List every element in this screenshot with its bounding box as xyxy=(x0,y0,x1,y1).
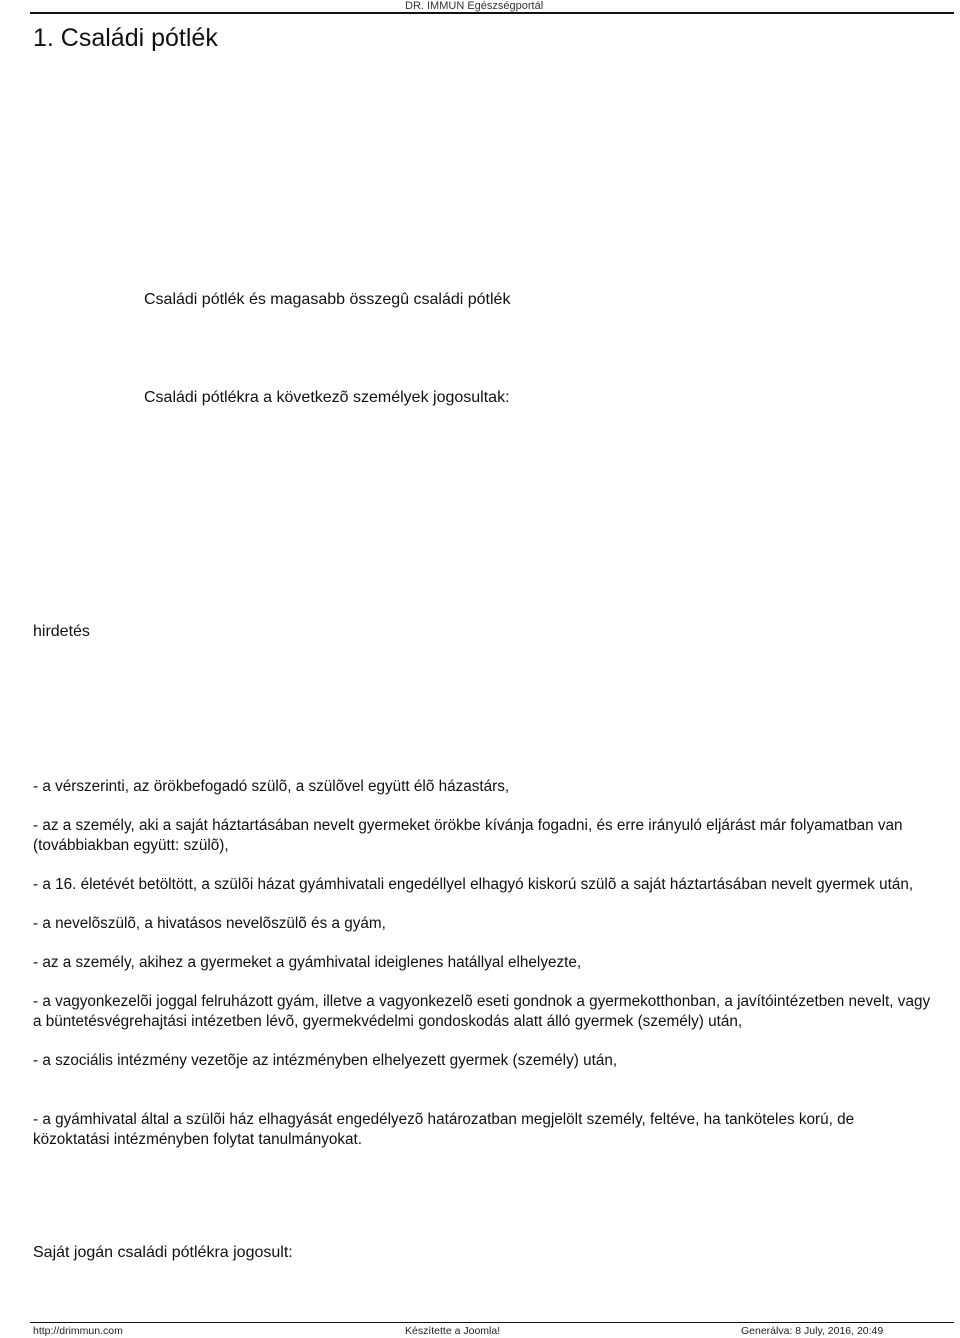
eligible-persons-list xyxy=(33,777,933,1150)
footer-made-with: Készítette a Joomla! xyxy=(405,1325,501,1337)
list-item: - a 16. életévét betöltött, a szülõi házat gyámhivatali engedéllyel elhagyó kiskorú szülõ a saját háztartásában nevelt gyermek után, xyxy=(33,876,914,893)
list-item: - a gyámhivatal által a szülõi ház elhagyását engedélyezõ határozatban megjelölt személy, feltéve, ha tanköteles korú, de közoktatási intézményben folytat tanulmányokat. xyxy=(33,1111,855,1148)
footer-generated-date: Generálva: 8 July, 2016, 20:49 xyxy=(741,1325,884,1337)
intro-heading: Családi pótlék és magasabb összegû családi pótlék xyxy=(144,291,511,308)
site-name: DR. IMMUN Egészségportál xyxy=(405,0,544,12)
list-item: - az a személy, akihez a gyermeket a gyámhivatal ideiglenes hatállyal elhelyezte, xyxy=(33,954,582,971)
header-divider xyxy=(30,12,954,14)
footer-divider xyxy=(30,1322,954,1323)
list-item: - a vagyonkezelõi joggal felruházott gyám, illetve a vagyonkezelõ eseti gondnok a gyermekotthonban, a javítóintézetben nevelt, vagy a büntetésvégrehajtási intézetben lévõ, gyermekvédelmi gondoskodás alatt álló gyermek (személy) után, xyxy=(33,993,931,1030)
page-title: 1. Családi pótlék xyxy=(33,24,218,52)
own-right-heading: Saját jogán családi pótlékra jogosult: xyxy=(33,1244,293,1261)
list-item: - a nevelõszülõ, a hivatásos nevelõszülõ és a gyám, xyxy=(33,915,386,932)
list-item: - a szociális intézmény vezetõje az intézményben elhelyezett gyermek (személy) után, xyxy=(33,1052,618,1069)
ad-label: hirdetés xyxy=(33,623,90,640)
intro-eligibility: Családi pótlékra a következõ személyek jogosultak: xyxy=(144,389,510,406)
footer-url-link[interactable]: http://drimmun.com xyxy=(33,1325,123,1337)
list-item: - a vérszerinti, az örökbefogadó szülõ, a szülõvel együtt élõ házastárs, xyxy=(33,778,510,795)
list-item: - az a személy, aki a saját háztartásában nevelt gyermeket örökbe kívánja fogadni, és erre irányuló eljárást már folyamatban van (továbbiakban együtt: szülõ), xyxy=(33,817,903,854)
